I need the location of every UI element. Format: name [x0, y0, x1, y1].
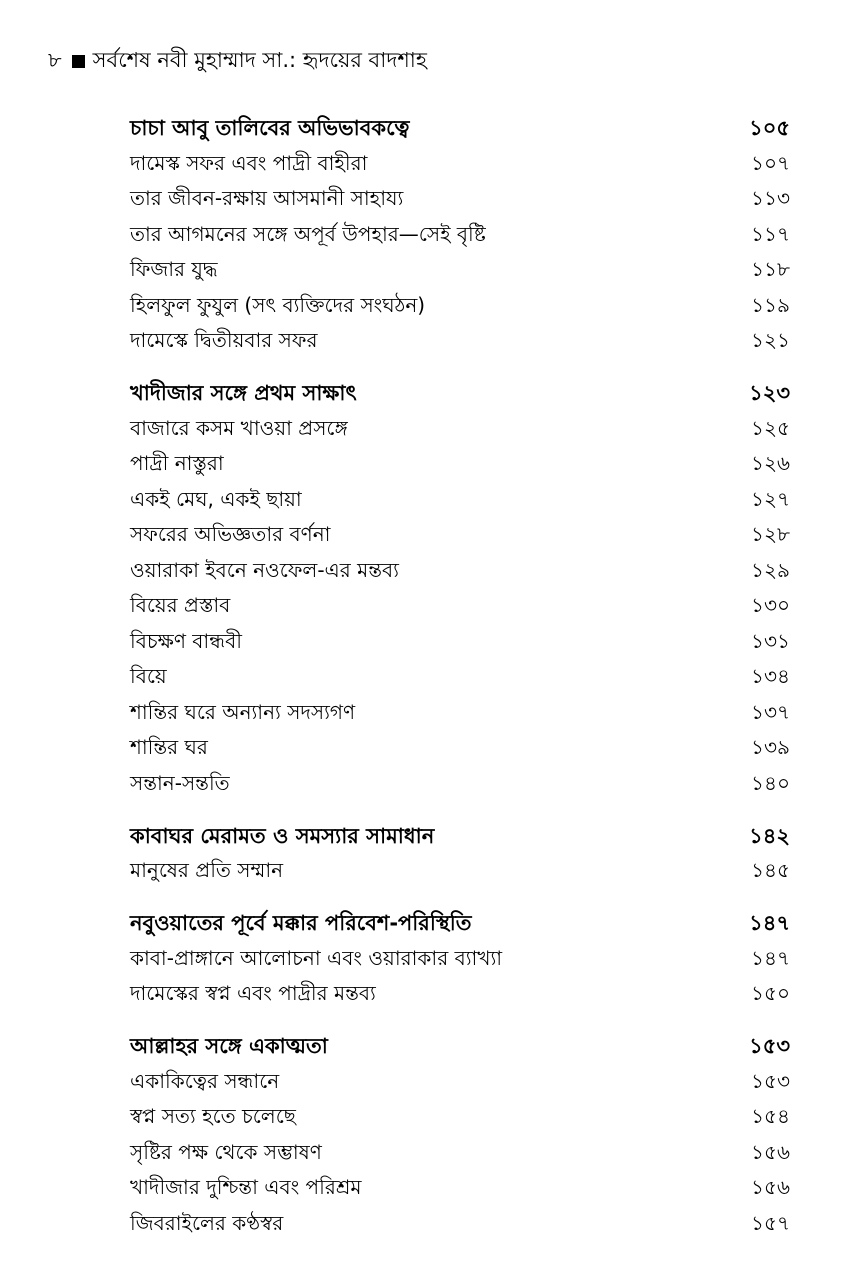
toc-entry-page: ১৩৭: [751, 699, 790, 724]
toc-entry-title: শান্তির ঘরে অন্যান্য সদস্যগণ: [130, 699, 356, 724]
toc-entry-row: [130, 1172, 790, 1206]
toc-entry-title: শান্তির ঘর: [130, 734, 208, 759]
toc-entry-title: মানুষের প্রতি সম্মান: [130, 857, 284, 882]
toc-entry-page: ১২৯: [751, 557, 790, 582]
toc-entry-title: বিয়ের প্রস্তাব: [130, 592, 231, 617]
toc-entry-page: ১৫৪: [751, 1103, 790, 1128]
toc-entry-page: ১১৩: [751, 185, 790, 210]
toc-entry-row: [130, 290, 790, 324]
toc-entry-row: [130, 148, 790, 182]
section-heading-title: নবুওয়াতের পূর্বে মক্কার পরিবেশ-পরিস্থিতি: [130, 910, 472, 935]
toc-entry-row: [130, 590, 790, 624]
section-heading-title: খাদীজার সঙ্গে প্রথম সাক্ষাৎ: [130, 380, 357, 405]
toc-entry-row: [130, 413, 790, 447]
toc-entry-page: ১১৮: [751, 256, 790, 281]
toc-entry-row: [130, 555, 790, 589]
toc-entry-page: ১৪৭: [751, 945, 790, 970]
toc-entry-row: [130, 484, 790, 518]
toc-entry-title: স্বপ্ন সত্য হতে চলেছে: [130, 1103, 296, 1128]
toc-entry-row: [130, 519, 790, 553]
section-heading-page: ১৪২: [749, 823, 790, 848]
toc-entry-title: হিলফুল ফুযুল (সৎ ব্যক্তিদের সংঘঠন): [130, 292, 426, 317]
toc-entry-page: ১২৬: [751, 450, 790, 475]
toc-entry-row: [130, 855, 790, 889]
toc-entry-page: ১৫৬: [751, 1139, 790, 1164]
toc-entry-page: ১৫৬: [751, 1174, 790, 1199]
toc-entry-row: [130, 254, 790, 288]
toc-entry-title: ফিজার যুদ্ধ: [130, 256, 218, 281]
toc-entry-row: [130, 626, 790, 660]
toc-entry-title: খাদীজার দুশ্চিন্তা এবং পরিশ্রম: [130, 1174, 362, 1199]
toc-entry-page: ১০৭: [751, 150, 790, 175]
toc-entry-row: [130, 448, 790, 482]
toc-entry-row: [130, 1137, 790, 1171]
toc-entry-page: ১৫৩: [751, 1068, 790, 1093]
header-book-title: সর্বশেষ নবী মুহাম্মাদ সা.: হৃদয়ের বাদশাহ: [92, 47, 427, 72]
toc-entry-row: [130, 943, 790, 977]
toc-entry-page: ১৩৯: [751, 734, 790, 759]
toc-entry-page: ১৪০: [751, 770, 790, 795]
toc-entry-page: ১৩০: [751, 592, 790, 617]
toc-entry-title: তার আগমনের সঙ্গে অপূর্ব উপহার—সেই বৃষ্টি: [130, 221, 486, 246]
toc-entry-row: [130, 732, 790, 766]
toc-entry-page: ১৪৫: [751, 857, 790, 882]
toc-entry-page: ১২১: [751, 327, 790, 352]
section-heading-row: [130, 907, 790, 941]
toc-entry-page: ১৫০: [751, 980, 790, 1005]
toc-entry-row: [130, 1066, 790, 1100]
toc-entry-title: সফরের অভিজ্ঞতার বর্ণনা: [130, 521, 331, 546]
toc-entry-page: ১২৫: [751, 415, 790, 440]
toc-entry-row: [130, 661, 790, 695]
toc-entry-page: ১১৯: [751, 292, 790, 317]
toc-entry-title: জিবরাইলের কণ্ঠস্বর: [130, 1210, 284, 1235]
toc-entry-title: একাকিত্বের সন্ধানে: [130, 1068, 280, 1093]
section-heading-title: চাচা আবু তালিবের অভিভাবকত্বে: [130, 115, 410, 140]
toc-entry-title: বিয়ে: [130, 663, 167, 688]
toc-entry-page: ১১৭: [751, 221, 790, 246]
section-heading-row: [130, 377, 790, 411]
section-heading-row: [130, 112, 790, 146]
toc-entry-title: তার জীবন-রক্ষায় আসমানী সাহায্য: [130, 185, 404, 210]
toc-entry-row: [130, 1208, 790, 1242]
section-heading-title: আল্লাহর সঙ্গে একাত্মতা: [130, 1033, 328, 1058]
toc-entry-title: কাবা-প্রাঙ্গানে আলোচনা এবং ওয়ারাকার ব্যাখ্যা: [130, 945, 503, 970]
toc-entry-title: দামেস্কের স্বপ্ন এবং পাদ্রীর মন্তব্য: [130, 980, 376, 1005]
toc-entry-row: [130, 1101, 790, 1135]
section-heading-title: কাবাঘর মেরামত ও সমস্যার সামাধান: [130, 823, 435, 848]
toc-entry-row: [130, 183, 790, 217]
section-heading-page: ১০৫: [749, 115, 790, 140]
toc-entry-row: [130, 697, 790, 731]
toc-entry-page: ১২৮: [751, 521, 790, 546]
toc-entry-title: বিচক্ষণ বান্ধবী: [130, 628, 242, 653]
section-heading-page: ১৪৭: [749, 910, 790, 935]
section-heading-row: [130, 820, 790, 854]
toc-entry-row: [130, 325, 790, 359]
toc-entry-title: একই মেঘ, একই ছায়া: [130, 486, 302, 511]
toc-entry-row: [130, 978, 790, 1012]
toc-entry-row: [130, 768, 790, 802]
toc-entry-page: ১৫৭: [751, 1210, 790, 1235]
section-heading-row: [130, 1030, 790, 1064]
toc-entry-title: সৃষ্টির পক্ষ থেকে সম্ভাষণ: [130, 1139, 322, 1164]
toc-entry-page: ১২৭: [751, 486, 790, 511]
section-heading-page: ১২৩: [749, 380, 790, 405]
toc-entry-title: দামেস্কে দ্বিতীয়বার সফর: [130, 327, 318, 352]
toc-entry-title: ওয়ারাকা ইবনে নওফেল-এর মন্তব্য: [130, 557, 399, 582]
toc-entry-title: পাদ্রী নাস্তুরা: [130, 450, 224, 475]
section-heading-page: ১৫৩: [749, 1033, 790, 1058]
header-page-number: ৮: [48, 47, 62, 72]
toc-entry-row: [130, 219, 790, 253]
toc-entry-title: সন্তান-সন্ততি: [130, 770, 230, 795]
toc-entry-title: দামেস্ক সফর এবং পাদ্রী বাহীরা: [130, 150, 368, 175]
toc-entry-title: বাজারে কসম খাওয়া প্রসঙ্গে: [130, 415, 348, 440]
toc-entry-page: ১৩৪: [751, 663, 790, 688]
toc-entry-page: ১৩১: [751, 628, 790, 653]
